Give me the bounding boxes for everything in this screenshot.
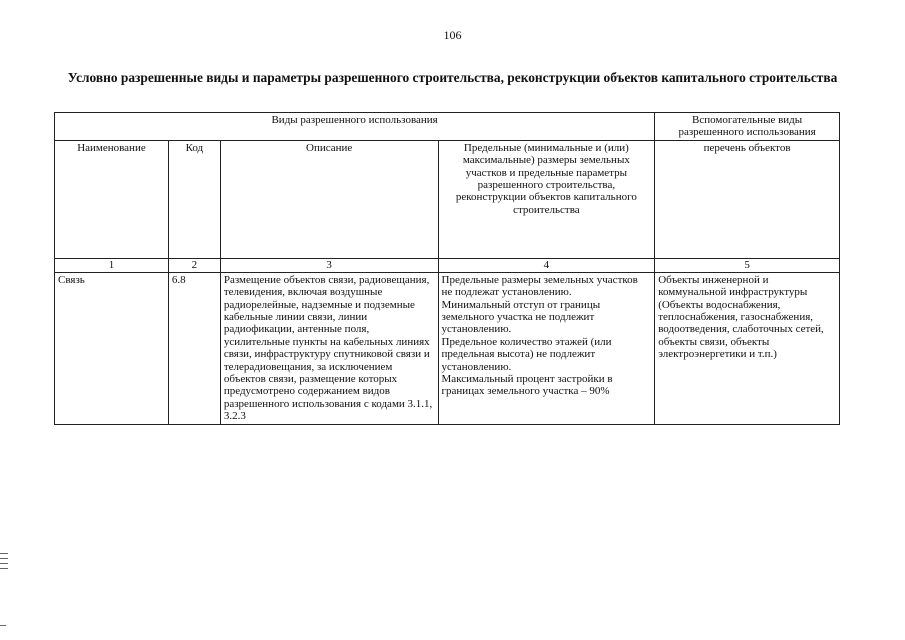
scan-edge-marks [0,553,8,573]
cell-limits: Предельные размеры земельных участков не подлежат установлению. Минимальный отступ от границы земельного участка не подлежит установлению. Предельное количество этажей (или предельная высота) не подлежит установлению. Максимальный процент застройки в границах земельного участка – 90% [438,272,655,424]
column-number: 1 [55,258,169,272]
cell-name: Связь [55,272,169,424]
col-header-limits: Предельные (минимальные и (или) максимальные) размеры земельных участков и предельные параметры разрешенного строительства, реконструкции объектов капитального строительства [438,140,655,258]
cell-objects: Объекты инженерной и коммунальной инфраструктуры (Объекты водоснабжения, теплоснабжения, газоснабжения, водоотведения, слаботочных сетей, объекты связи, объекты электроэнергетики и т.п.) [655,272,840,424]
group-header-main: Виды разрешенного использования [55,113,655,141]
group-header-row [55,113,840,141]
column-number: 2 [168,258,220,272]
col-header-description: Описание [220,140,438,258]
document-title: Условно разрешенные виды и параметры разрешенного строительства, реконструкции объектов капитального строительства [67,70,838,85]
column-number-row [55,258,840,272]
page-number: 106 [443,28,462,42]
table-row [55,272,840,424]
column-number: 3 [220,258,438,272]
group-header-aux: Вспомогательные виды разрешенного использования [655,113,840,141]
column-header-row [55,140,840,258]
scan-edge-dash [0,625,6,626]
land-use-table [54,112,840,425]
col-header-code: Код [168,140,220,258]
cell-code: 6.8 [168,272,220,424]
col-header-objects: перечень объектов [655,140,840,258]
cell-description: Размещение объектов связи, радиовещания, телевидения, включая воздушные радиорелейные, надземные и подземные кабельные линии связи, линии радиофикации, антенные поля, усилительные пункты на кабельных линиях связи, инфраструктуру спутниковой связи и телерадиовещания, за исключением объектов связи, размещение которых предусмотрено содержанием видов разрешенного использования с кодами 3.1.1, 3.2.3 [220,272,438,424]
column-number: 5 [655,258,840,272]
column-number: 4 [438,258,655,272]
col-header-name: Наименование [55,140,169,258]
